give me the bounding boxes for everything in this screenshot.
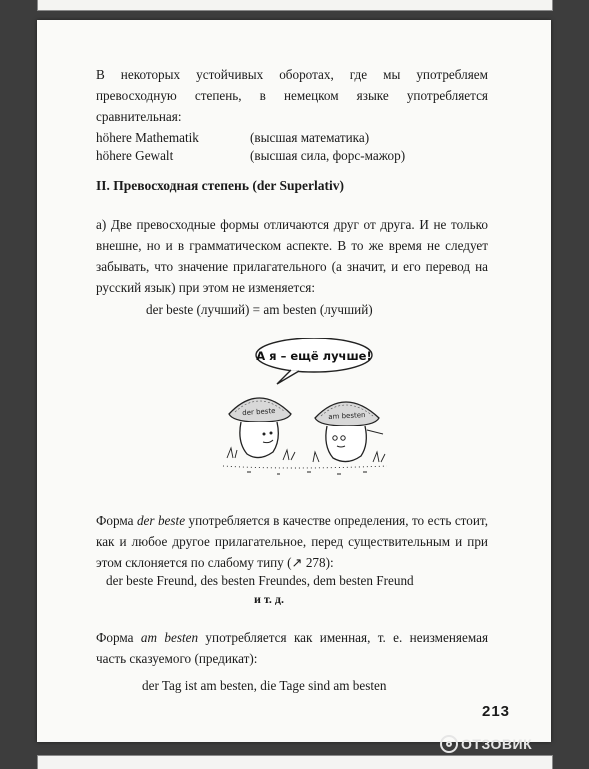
- example-predicate: der Tag ist am besten, die Tage sind am besten: [142, 678, 387, 693]
- paragraph-two-forms: [96, 214, 488, 298]
- previous-page-edge: [37, 0, 553, 11]
- term-der-beste: der beste: [136, 513, 186, 528]
- watermark: [440, 735, 532, 753]
- book-page: [37, 20, 551, 742]
- formula-line: der beste (лучший) = am besten (лучший): [146, 302, 373, 317]
- example-german: höhere Gewalt: [96, 148, 174, 163]
- left-cap-label: der beste: [241, 406, 276, 418]
- watermark-logo-icon: [440, 735, 458, 753]
- example-german: höhere Mathematik: [96, 130, 199, 145]
- para-text: употребляется как именная, т. е. неизменяемая часть сказуемого (предикат):: [96, 630, 489, 666]
- paragraph-der-beste: [96, 510, 488, 573]
- example-russian: (высшая сила, форс-мажор): [250, 148, 406, 163]
- next-page-edge: [37, 755, 553, 769]
- watermark-text: ОТЗОВИК: [461, 736, 533, 752]
- example-row: [250, 130, 369, 146]
- paragraph-two-forms-text: а) Две превосходные формы отличаются друг от друга. И не только внешне, но и в грамматическом аспекте. В то же время не следует забывать, что значение прилагательного (а значит, и его перевод на русский язык) при этом не изменяется:: [96, 217, 488, 295]
- example-row: [96, 130, 199, 146]
- term-am-besten: am besten: [140, 630, 199, 645]
- example-row: [250, 148, 405, 164]
- left-mushroom: [229, 398, 291, 458]
- para-text: Форма: [96, 630, 141, 645]
- page-number: 213: [482, 703, 511, 720]
- right-mushroom: [315, 402, 383, 462]
- para-text: Форма: [96, 513, 137, 528]
- paragraph-intro-text: В некоторых устойчивых оборотах, где мы употребляем превосходную степень, в немецком языке употребляется сравнительная:: [96, 67, 488, 124]
- speech-bubble-text: А я – ещё лучше!: [256, 349, 372, 363]
- example-russian: (высшая математика): [250, 130, 370, 145]
- example-row: [96, 148, 173, 164]
- right-cap-label: am besten: [328, 411, 366, 421]
- example-etc: и т. д.: [254, 592, 284, 606]
- paragraph-intro: [96, 64, 488, 127]
- mushroom-cartoon: [187, 338, 427, 488]
- para-text: употребляется в качестве определения, то есть стоит, как и любое другое прилагательное, перед существительным и при этом склоняется по слабому типу (↗ 278):: [96, 513, 488, 570]
- example-declension: der beste Freund, des besten Freundes, dem besten Freund: [106, 573, 414, 588]
- section-heading: II. Превосходная степень (der Superlativ): [96, 178, 344, 193]
- paragraph-am-besten: [96, 627, 488, 669]
